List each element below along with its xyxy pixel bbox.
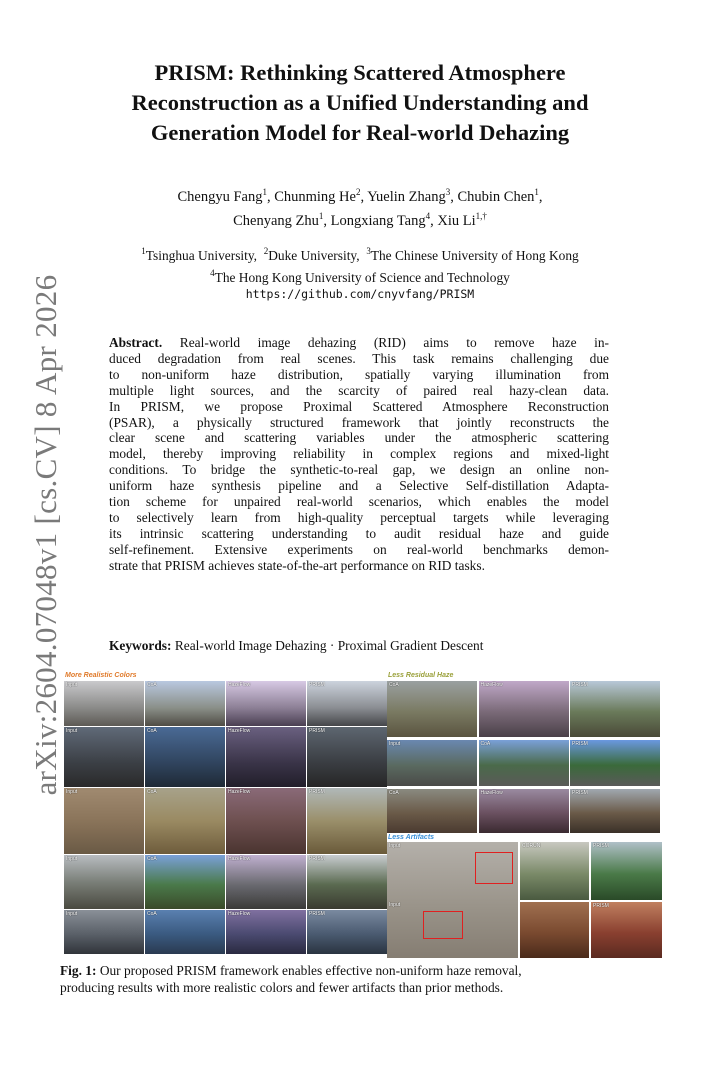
figure-tile-right xyxy=(570,681,660,737)
figure-tile-left xyxy=(226,910,306,954)
figure-tile-artifact-scene xyxy=(520,902,589,958)
tile-label: HazeFlow xyxy=(228,911,251,917)
author-name: Yuelin Zhang xyxy=(367,189,446,205)
caption-line-2: producing results with more realistic colors and fewer artifacts than prior methods. xyxy=(60,979,504,995)
keywords xyxy=(109,638,609,654)
title-line-3: Generation Model for Real-world Dehazing xyxy=(150,120,570,145)
affiliation-line-1 xyxy=(60,243,660,265)
tile-label: CoA xyxy=(389,790,399,796)
tile-label: PRISM xyxy=(572,741,588,747)
tile-label: PRISM xyxy=(309,856,325,862)
abstract-line: uniform haze synthesis pipeline and a Selective Self-distillation Adapta- xyxy=(109,478,609,494)
tile-label: HazeFlow xyxy=(228,682,251,688)
tile-label: CoA xyxy=(147,789,157,795)
caption-label: Fig. 1: xyxy=(60,963,97,978)
affiliation-duke: Duke University, xyxy=(268,248,360,263)
author-sup: 1 xyxy=(262,187,267,197)
figure-tile-right xyxy=(479,681,569,737)
figure-tile-right xyxy=(387,740,477,786)
abstract-line: conditions. To bridge the synthetic-to-real gap, we design an online non- xyxy=(109,462,609,478)
figure-tile-right xyxy=(570,789,660,833)
author-name: Chengyu Fang xyxy=(177,189,263,205)
figure-tile-left xyxy=(226,855,306,909)
tile-label: PRISM xyxy=(309,682,325,688)
abstract-line: self-refinement. Extensive experiments on real-world benchmarks demon- xyxy=(109,541,609,557)
tile-label: CoA xyxy=(147,911,157,917)
affil-sup: 3 xyxy=(366,246,371,256)
figure-tile-left xyxy=(145,681,225,726)
caption-line-1 xyxy=(60,963,660,980)
tile-label: HazeFlow xyxy=(228,789,251,795)
tile-label: PRISM xyxy=(593,843,609,849)
affiliation-hkust: The Hong Kong University of Science and Technology xyxy=(214,269,510,285)
tile-label: CoA xyxy=(480,741,491,747)
author-sup: 4 xyxy=(425,211,431,221)
tile-label: CORUN xyxy=(522,843,541,849)
figure-tile-left xyxy=(307,855,387,909)
tile-label: Input xyxy=(66,789,78,795)
author-name: Chenyang Zhu xyxy=(233,213,319,229)
figure-tile-left xyxy=(145,855,225,909)
author-sup: 2 xyxy=(355,187,361,197)
figure-tile-left xyxy=(145,910,225,954)
abstract-line: duced degradation from real scenes. This task remains challenging due xyxy=(109,350,609,366)
author-name: Longxiang Tang xyxy=(330,213,426,229)
tile-label: Input xyxy=(389,741,401,747)
abstract-line: tion scheme for unpaired real-world scenarios, which enables the model xyxy=(109,494,609,510)
figure-tile-right xyxy=(387,789,477,833)
figure-tile-right xyxy=(479,789,569,833)
figure-tile-left xyxy=(145,788,225,854)
abstract-line xyxy=(109,335,609,351)
title-line-2: Reconstruction as a Unified Understanding and xyxy=(131,90,589,115)
affiliations xyxy=(60,243,660,304)
affil-sup: 2 xyxy=(263,246,269,256)
figure-tile-left xyxy=(307,727,387,787)
figure-tile-artifact-prism xyxy=(591,842,662,900)
tile-label: Input xyxy=(66,682,78,688)
figure-caption xyxy=(60,963,660,996)
author-list xyxy=(60,183,660,231)
tile-label: CoA xyxy=(147,728,157,734)
affil-sup: 1 xyxy=(141,246,146,256)
abstract-line: model, thereby improving reliability in complex regions and mixed-light xyxy=(109,446,609,462)
tile-label: Input xyxy=(389,843,401,849)
abstract-line: multiple light sources, and the scarcity of paired real hazy-clean data. xyxy=(109,382,609,398)
tile-label: Input xyxy=(66,856,78,862)
figure-tile-artifact-corun xyxy=(520,842,589,900)
zoom-box xyxy=(475,852,513,884)
tile-label: PRISM xyxy=(593,903,609,909)
author-name: Xiu Li xyxy=(437,213,476,229)
figure-tile-left xyxy=(307,681,387,726)
figure-tile-left xyxy=(307,788,387,854)
figure-tile-left xyxy=(64,727,144,787)
tile-label: Input xyxy=(66,728,78,734)
keywords-text: Real-world Image Dehazing · Proximal Gradient Descent xyxy=(174,638,484,653)
author-name: Chubin Chen xyxy=(457,189,535,205)
figure-tile-left xyxy=(145,727,225,787)
abstract-line: to non-uniform haze distribution, spatially varying illumination from xyxy=(109,366,609,382)
tile-label: PRISM xyxy=(309,911,325,917)
figure-tile-left xyxy=(226,727,306,787)
figure-tile-right xyxy=(570,740,660,786)
abstract-line: clear scene and scattering variables under the atmospheric scattering xyxy=(109,430,609,446)
affiliation-cuhk: The Chinese University of Hong Kong xyxy=(370,248,579,263)
figure-tile-left xyxy=(64,788,144,854)
author-line-2: Chenyang Zhu$^1$, Longxiang Tang$^4$, Xiu $Li^{1,\dagger}$ xyxy=(233,211,487,229)
abstract-line: its intrinsic scattering understanding to audit residual haze and guide xyxy=(109,525,609,541)
tile-label: HazeFlow xyxy=(480,790,503,796)
tile-label: PRISM xyxy=(572,790,588,796)
section-label-realistic-colors: More Realistic Colors xyxy=(65,672,137,679)
figure-tile-left xyxy=(226,788,306,854)
keywords-heading: Keywords: xyxy=(109,638,172,653)
author-sup: 1,† xyxy=(475,211,487,221)
figure-tile-right xyxy=(387,681,477,737)
figure-tile-left xyxy=(226,681,306,726)
author-sup: 1 xyxy=(534,187,539,197)
tile-label: HazeFlow xyxy=(228,856,251,862)
affiliation-line-2 xyxy=(60,265,660,287)
author-name: Chunming He xyxy=(274,189,356,205)
paper-title xyxy=(60,58,660,148)
tile-label: HazeFlow xyxy=(480,682,503,688)
tile-label: CoA xyxy=(147,682,157,688)
figure-tile-left xyxy=(64,855,144,909)
figure-tile-left xyxy=(64,681,144,726)
abstract xyxy=(109,335,609,574)
tile-label: CoA xyxy=(389,682,399,688)
figure-tile-artifact-prism-2 xyxy=(591,902,662,958)
zoom-box xyxy=(423,911,463,939)
abstract-line: strate that PRISM achieves state-of-the-art performance on RID tasks. xyxy=(109,557,485,573)
tile-label: Input xyxy=(66,911,78,917)
author-sup: 3 xyxy=(445,187,451,197)
section-label-artifacts: Less Artifacts xyxy=(388,834,435,841)
figure-tile-left xyxy=(307,910,387,954)
affiliation-tsinghua: Tsinghua University, xyxy=(145,248,258,263)
author-line-1: Chengyu Fang$^1$, Chunming He$^2$, Yuelin Zhang$^3$, Chubin Chen$^1$, xyxy=(177,187,543,205)
figure-tile-right xyxy=(479,740,569,786)
tile-label: CoA xyxy=(147,856,157,862)
author-sup: 1 xyxy=(318,211,324,221)
tile-label: Input xyxy=(389,902,401,908)
tile-label: PRISM xyxy=(572,682,588,688)
arxiv-side-identifier xyxy=(26,240,66,830)
figure-tile-left xyxy=(64,910,144,954)
tile-label: PRISM xyxy=(309,728,325,734)
figure-tile-artifact-input xyxy=(387,842,518,958)
affil-sup: 4 xyxy=(210,267,215,278)
tile-label: PRISM xyxy=(309,789,325,795)
abstract-line-text: Real-world image dehazing (RID) aims to remove haze in- xyxy=(179,335,609,350)
section-label-residual-haze: Less Residual Haze xyxy=(388,672,454,679)
project-url[interactable]: https://github.com/cnyvfang/PRISM xyxy=(245,287,475,301)
caption-text: Our proposed PRISM framework enables effective non-uniform haze removal, xyxy=(99,963,522,978)
abstract-line: to selectively learn from high-quality perceptual targets while leveraging xyxy=(109,509,609,525)
abstract-heading: Abstract. xyxy=(109,335,163,350)
abstract-line: In PRISM, we propose Proximal Scattered Atmosphere Reconstruction xyxy=(109,398,609,414)
tile-label: HazeFlow xyxy=(228,728,251,734)
teaser-figure xyxy=(64,672,662,958)
abstract-line: (PSAR), a physically structured framework that jointly reconstructs the xyxy=(109,414,609,430)
title-line-1: PRISM: Rethinking Scattered Atmosphere xyxy=(154,60,566,85)
arxiv-id-text: arXiv:2604.07048v1 [cs.CV] 8 Apr 2026 xyxy=(28,274,63,796)
